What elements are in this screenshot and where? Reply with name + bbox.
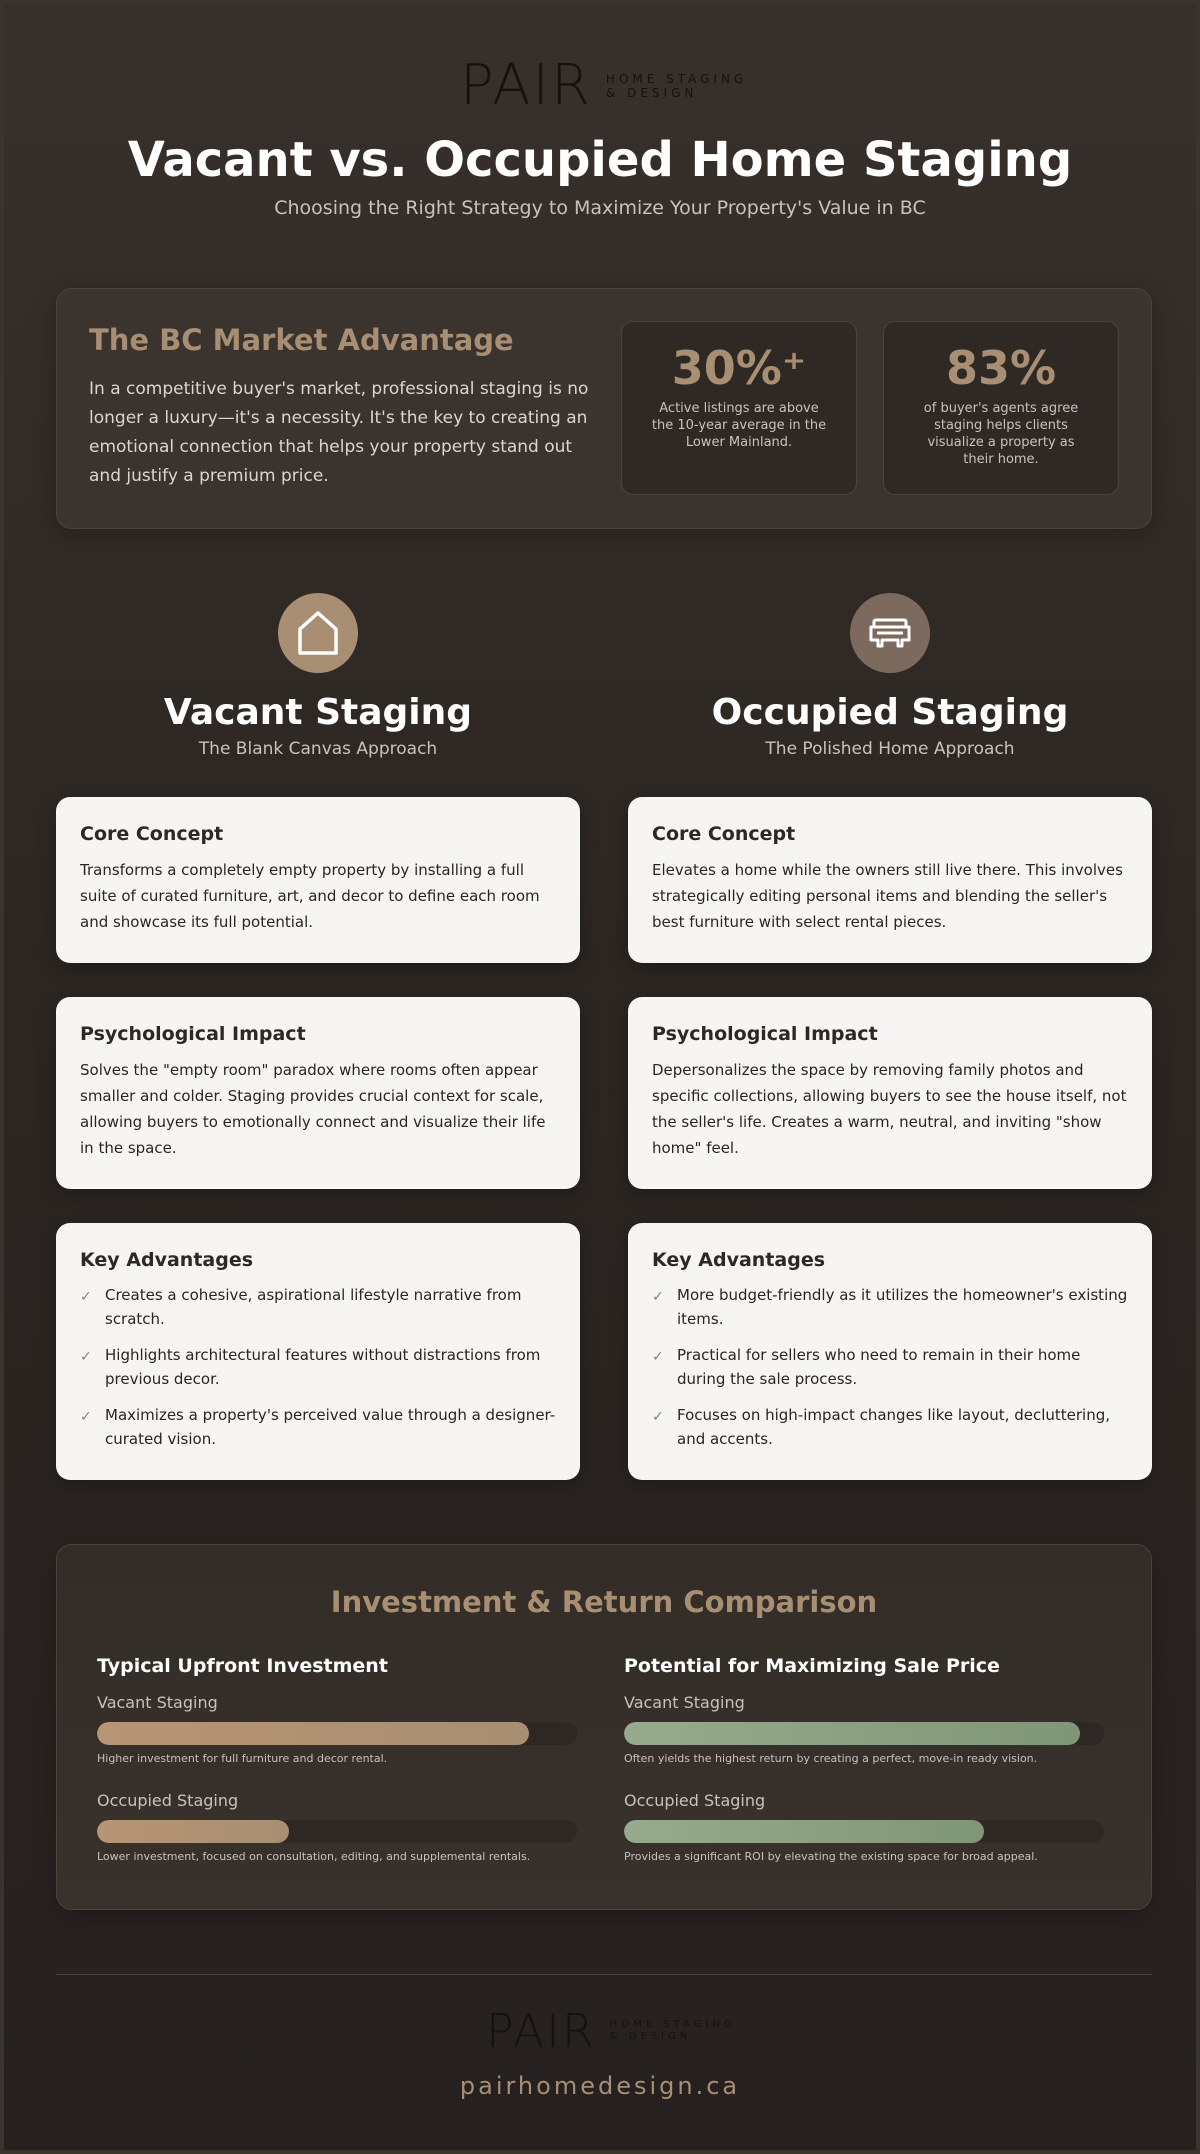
- logo-tagline: [606, 72, 747, 100]
- occupied-staging-subtitle: The Polished Home Approach: [765, 739, 1015, 759]
- bar-track: [624, 1820, 1104, 1843]
- stat-value: 30%⁺: [671, 341, 807, 395]
- page-title: Vacant vs. Occupied Home Staging: [127, 132, 1073, 188]
- investment-comparison-panel: [56, 1544, 1152, 1910]
- stat-value: 83%: [945, 341, 1057, 395]
- card-text: Depersonalizes the space by removing family photos and specific collections, allowing buyers to see the house itself, not the seller's life. Creates a warm, neutral, and inviting "show home" feel.: [652, 1061, 1127, 1157]
- footer-logo: [486, 2004, 736, 2058]
- bar-note: Often yields the highest return by creating a perfect, move-in ready vision.: [624, 1752, 1038, 1765]
- upfront-vacant-bar: [97, 1722, 529, 1745]
- vacant-key-advantages-card: [56, 1223, 580, 1480]
- occupied-psychological-impact-card: [628, 997, 1152, 1189]
- stat-text: of buyer's agents agree staging helps clients visualize a property as their home.: [923, 401, 1079, 467]
- return-occupied-bar: [624, 1820, 984, 1843]
- vacant-psychological-impact-card: [56, 997, 580, 1189]
- bar-label: Occupied Staging: [97, 1791, 239, 1810]
- list-item: ✓ Practical for sellers who need to remain in their home during the sale process.: [652, 1346, 1081, 1388]
- couch-icon: [850, 593, 930, 673]
- advantages-list: [80, 1283, 556, 1451]
- check-icon: ✓: [652, 1289, 664, 1305]
- card-title: Key Advantages: [80, 1249, 254, 1271]
- card-title: Psychological Impact: [80, 1023, 306, 1045]
- upfront-investment-title: Typical Upfront Investment: [97, 1655, 388, 1677]
- logo-wordmark: PAIR: [486, 2004, 596, 2058]
- bar-label: Vacant Staging: [624, 1693, 745, 1712]
- bar-track: [97, 1820, 577, 1843]
- check-icon: ✓: [80, 1409, 92, 1425]
- list-item: ✓ More budget-friendly as it utilizes the homeowner's existing items.: [652, 1286, 1128, 1328]
- vacant-staging-subtitle: The Blank Canvas Approach: [198, 739, 438, 759]
- bar-note: Higher investment for full furniture and decor rental.: [97, 1752, 388, 1765]
- house-icon: [278, 593, 358, 673]
- sale-price-title: Potential for Maximizing Sale Price: [624, 1655, 1000, 1677]
- list-item: ✓ Maximizes a property's perceived value through a designer-curated vision.: [80, 1406, 556, 1448]
- market-advantage-panel: [56, 288, 1152, 529]
- card-title: Core Concept: [80, 823, 224, 845]
- card-text: Solves the "empty room" paradox where rooms often appear smaller and colder. Staging provides crucial context for scale, allowing buyers to emotionally connect and visualize their life in the space.: [80, 1061, 546, 1157]
- list-item: ✓ Focuses on high-impact changes like layout, decluttering, and accents.: [652, 1406, 1111, 1448]
- bar-note: Lower investment, focused on consultation, editing, and supplemental rentals.: [97, 1850, 531, 1863]
- bar-track: [624, 1722, 1104, 1745]
- card-text: Transforms a completely empty property by installing a full suite of curated furniture, art, and decor to define each room and showcase its full potential.: [80, 861, 540, 931]
- upfront-occupied-bar: [97, 1820, 289, 1843]
- logo-tagline-line-2: & DESIGN: [609, 2031, 692, 2042]
- brand-logo: [460, 53, 748, 118]
- website-link[interactable]: pairhomedesign.ca: [459, 2072, 741, 2100]
- market-title: The BC Market Advantage: [89, 323, 514, 357]
- check-icon: ✓: [80, 1289, 92, 1305]
- check-icon: ✓: [652, 1409, 664, 1425]
- list-item: ✓ Highlights architectural features without distractions from previous decor.: [80, 1346, 541, 1388]
- check-icon: ✓: [652, 1349, 664, 1365]
- bar-note: Provides a significant ROI by elevating the existing space for broad appeal.: [624, 1850, 1038, 1863]
- logo-tagline-line-1: HOME STAGING: [605, 72, 748, 86]
- investment-title: Investment & Return Comparison: [330, 1585, 878, 1619]
- card-title: Psychological Impact: [652, 1023, 878, 1045]
- bar-label: Vacant Staging: [97, 1693, 218, 1712]
- bar-label: Occupied Staging: [624, 1791, 766, 1810]
- occupied-core-concept-card: [628, 797, 1152, 963]
- vacant-core-concept-card: [56, 797, 580, 963]
- occupied-key-advantages-card: [628, 1223, 1152, 1480]
- footer-divider: [56, 1974, 1152, 1975]
- upfront-investment-column: [97, 1655, 577, 1889]
- stat-card-agents: [883, 321, 1119, 495]
- stat-text: Active listings are above the 10-year average in the Lower Mainland.: [651, 401, 827, 450]
- list-item: ✓ Creates a cohesive, aspirational lifestyle narrative from scratch.: [80, 1286, 522, 1328]
- market-body: In a competitive buyer's market, professional staging is no longer a luxury—it's a necessity. It's the key to creating an emotional connection that helps your property stand out and justify a premium price.: [89, 379, 589, 486]
- return-vacant-bar: [624, 1722, 1080, 1745]
- card-text: Elevates a home while the owners still live there. This involves strategically editing personal items and blending the seller's best furniture with select rental pieces.: [652, 861, 1123, 931]
- card-title: Core Concept: [652, 823, 796, 845]
- vacant-staging-title: Vacant Staging: [163, 692, 473, 733]
- advantages-list: [652, 1283, 1128, 1451]
- page-subtitle: Choosing the Right Strategy to Maximize Your Property's Value in BC: [274, 197, 926, 219]
- sale-price-column: [624, 1655, 1104, 1889]
- bar-track: [97, 1722, 577, 1745]
- stat-card-listings: [621, 321, 857, 495]
- card-title: Key Advantages: [652, 1249, 826, 1271]
- logo-tagline: [610, 2019, 736, 2043]
- logo-tagline-line-1: HOME STAGING: [609, 2019, 736, 2030]
- logo-tagline-line-2: & DESIGN: [605, 86, 698, 100]
- check-icon: ✓: [80, 1349, 92, 1365]
- occupied-staging-title: Occupied Staging: [711, 692, 1069, 733]
- logo-wordmark: PAIR: [460, 53, 592, 118]
